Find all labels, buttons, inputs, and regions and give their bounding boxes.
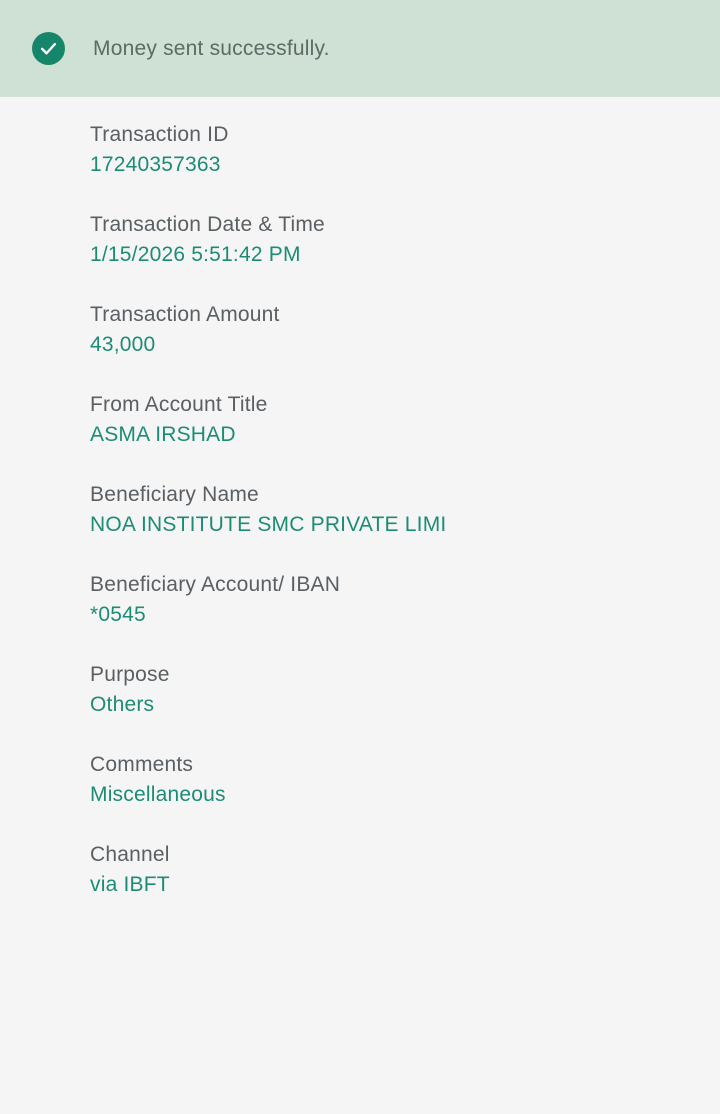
detail-row bbox=[90, 210, 680, 270]
check-circle-icon bbox=[32, 32, 65, 65]
detail-label: Transaction Date & Time bbox=[90, 213, 325, 236]
success-banner bbox=[0, 0, 720, 97]
detail-row bbox=[90, 480, 680, 540]
detail-row bbox=[90, 120, 680, 180]
detail-value: 43,000 bbox=[90, 333, 156, 356]
detail-row bbox=[90, 390, 680, 450]
detail-label: Transaction Amount bbox=[90, 303, 280, 326]
detail-row bbox=[90, 570, 680, 630]
detail-row bbox=[90, 750, 680, 810]
detail-label: From Account Title bbox=[90, 393, 268, 416]
transaction-details bbox=[0, 97, 720, 900]
detail-label: Channel bbox=[90, 843, 170, 866]
detail-value: 17240357363 bbox=[90, 153, 221, 176]
detail-label: Beneficiary Name bbox=[90, 483, 259, 506]
detail-value: 1/15/2026 5:51:42 PM bbox=[90, 243, 301, 266]
detail-row bbox=[90, 840, 680, 900]
detail-label: Transaction ID bbox=[90, 123, 229, 146]
detail-value: ASMA IRSHAD bbox=[90, 423, 236, 446]
detail-label: Comments bbox=[90, 753, 194, 776]
detail-value: Others bbox=[90, 693, 155, 716]
detail-value: NOA INSTITUTE SMC PRIVATE LIMI bbox=[90, 513, 447, 536]
detail-value: Miscellaneous bbox=[90, 783, 226, 806]
detail-value: *0545 bbox=[90, 603, 146, 626]
banner-message: Money sent successfully. bbox=[93, 36, 330, 60]
detail-row bbox=[90, 300, 680, 360]
detail-value: via IBFT bbox=[90, 873, 170, 896]
detail-label: Beneficiary Account/ IBAN bbox=[90, 573, 341, 596]
detail-row bbox=[90, 660, 680, 720]
detail-label: Purpose bbox=[90, 663, 170, 686]
